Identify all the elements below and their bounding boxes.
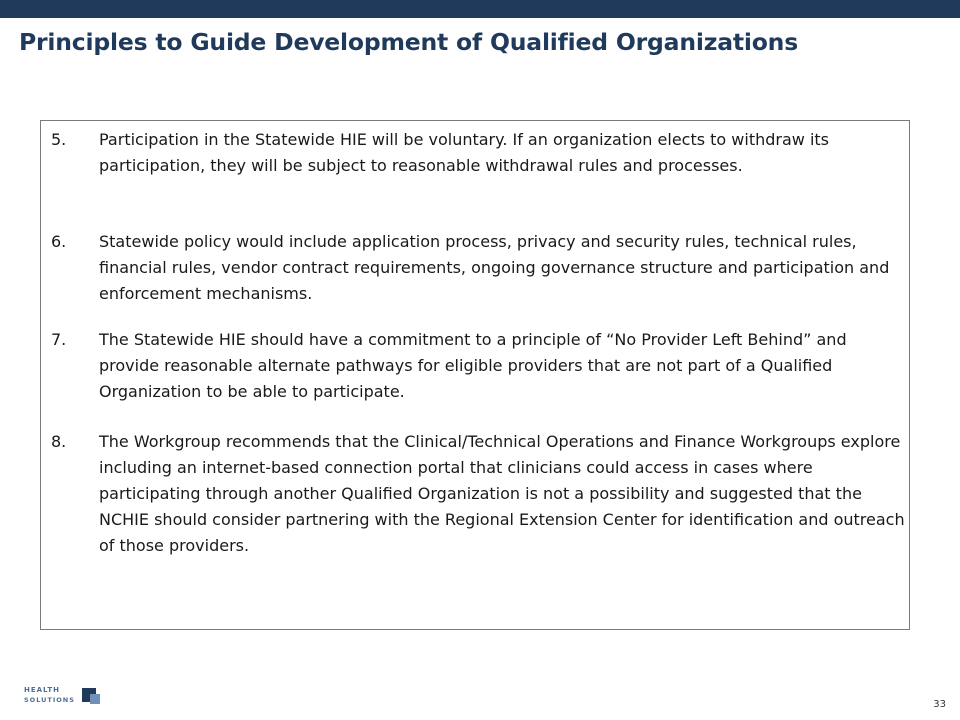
logo-line2: SOLUTIONS — [24, 696, 75, 704]
principle-text: The Workgroup recommends that the Clinical/Technical Operations and Finance Workgroups explore including an internet-based connection portal that clinicians could access in cases where participating through another Qualified Organization is not a possibility and suggested that the NCHIE should consider partnering with the Regional Extension Center for identification and outreach of those providers. — [99, 432, 905, 555]
logo-line1: HEALTH — [24, 686, 60, 694]
principle-text: Participation in the Statewide HIE will be voluntary. If an organization elects to withdraw its participation, they will be subject to reasonable withdrawal rules and processes. — [99, 130, 830, 175]
principle-text: Statewide policy would include application process, privacy and security rules, technical rules, financial rules, vendor contract requirements, ongoing governance structure and participation and enforcement mechanisms. — [99, 232, 890, 303]
header-bar — [0, 0, 960, 18]
principle-number: 8. — [51, 432, 67, 451]
principle-number: 5. — [51, 130, 67, 149]
principle-number: 6. — [51, 232, 67, 251]
logo-mark-accent-icon — [90, 694, 100, 704]
company-logo — [24, 680, 104, 712]
principles-box — [40, 120, 910, 630]
principle-text: The Statewide HIE should have a commitment to a principle of “No Provider Left Behind” and provide reasonable alternate pathways for eligible providers that are not part of a Qualified Organization to be able to participate. — [99, 330, 847, 401]
principle-number: 7. — [51, 330, 67, 349]
slide-title: Principles to Guide Development of Qualified Organizations — [19, 28, 799, 56]
page-number: 33 — [933, 699, 946, 710]
